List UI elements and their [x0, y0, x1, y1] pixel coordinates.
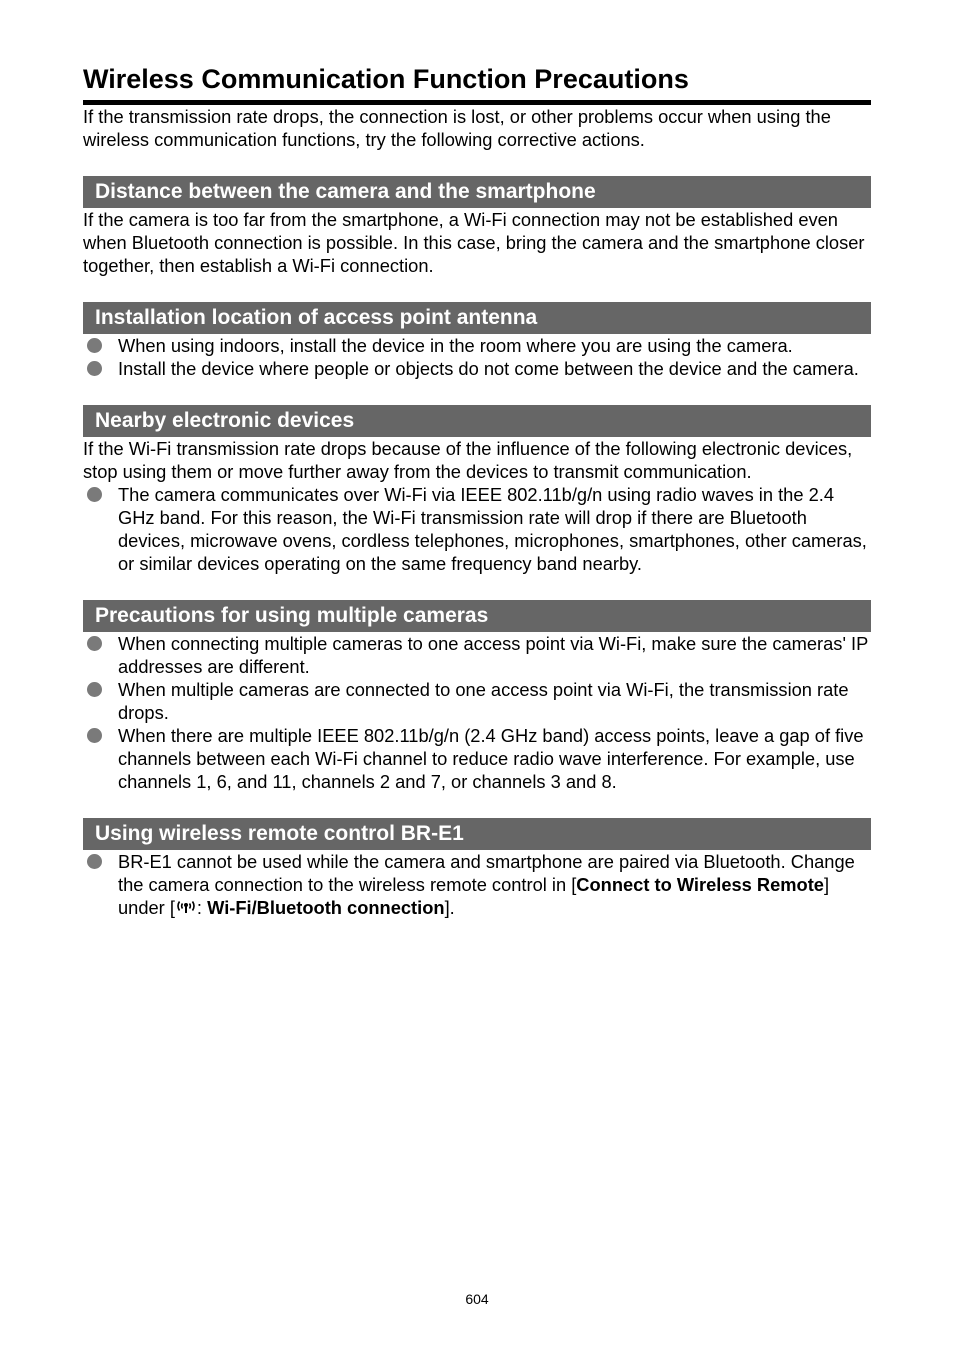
section-heading-remote-control: Using wireless remote control BR-E1 — [83, 818, 871, 850]
section-paragraph-nearby-devices: If the Wi-Fi transmission rate drops because of the influence of the following electronic devices, stop using them or move further away from the devices to transmit communication. — [83, 438, 853, 482]
section-heading-multiple-cameras: Precautions for using multiple cameras — [83, 600, 871, 632]
list-item — [83, 724, 871, 793]
list-item — [83, 357, 871, 380]
bullet-icon — [87, 854, 102, 869]
bullet-icon — [87, 728, 102, 743]
list-item — [83, 678, 871, 724]
section-heading-antenna: Installation location of access point antenna — [83, 302, 871, 334]
bullet-icon — [87, 636, 102, 651]
list-item-text: When multiple cameras are connected to one access point via Wi-Fi, the transmission rate drops. — [118, 679, 849, 723]
list-item-text: Install the device where people or objects do not come between the device and the camera. — [118, 358, 859, 379]
bullet-list-nearby-devices — [83, 483, 871, 575]
list-item-text: When there are multiple IEEE 802.11b/g/n (2.4 GHz band) access points, leave a gap of five channels between each Wi-Fi channel to reduce radio wave interference. For example, use channels 1, 6, and 11, channels 2 and 7, or channels 3 and 8. — [118, 725, 864, 792]
list-item — [83, 850, 871, 919]
section-paragraph-distance: If the camera is too far from the smartphone, a Wi-Fi connection may not be established even when Bluetooth connection is possible. In this case, bring the camera and the smartphone closer together, then establish a Wi-Fi connection. — [83, 209, 865, 276]
section-heading-nearby-devices: Nearby electronic devices — [83, 405, 871, 437]
menu-item-wifi-bluetooth-connection: Wi-Fi/Bluetooth connection — [207, 897, 445, 918]
page-number: 604 — [465, 1291, 489, 1307]
list-item-text: When using indoors, install the device in the room where you are using the camera. — [118, 335, 793, 356]
bullet-icon — [87, 682, 102, 697]
bullet-list-antenna — [83, 334, 871, 380]
bullet-icon — [87, 361, 102, 376]
menu-item-connect-to-wireless-remote: Connect to Wireless Remote — [576, 874, 824, 895]
page — [83, 60, 871, 919]
list-item — [83, 334, 871, 357]
page-title: Wireless Communication Function Precautions — [83, 60, 871, 105]
wireless-tab-icon — [175, 898, 197, 916]
list-item — [83, 632, 871, 678]
bullet-icon — [87, 338, 102, 353]
list-item — [83, 483, 871, 575]
bullet-list-multiple-cameras — [83, 632, 871, 793]
list-item-text: ] under [ — [118, 874, 830, 918]
list-item-text: BR-E1 cannot be used while the camera and smartphone are paired via Bluetooth. Change the camera connection to the wireless remote control in [ — [118, 851, 855, 895]
bullet-icon — [87, 487, 102, 502]
list-item-text: The camera communicates over Wi-Fi via IEEE 802.11b/g/n using radio waves in the 2.4 GHz band. For this reason, the Wi-Fi transmission rate will drop if there are Bluetooth devices, microwave ovens, cordless telephones, microphones, smartphones, other cameras, or similar devices operating on the same frequency band nearby. — [118, 484, 867, 574]
section-heading-distance: Distance between the camera and the smartphone — [83, 176, 871, 208]
intro-paragraph: If the transmission rate drops, the connection is lost, or other problems occur when using the wireless communication functions, try the following corrective actions. — [83, 106, 831, 150]
list-item-text: ]. — [444, 897, 455, 918]
list-item-text: : — [196, 897, 208, 918]
list-item-text: When connecting multiple cameras to one access point via Wi-Fi, make sure the cameras' IP addresses are different. — [118, 633, 868, 677]
bullet-list-remote-control — [83, 850, 871, 919]
